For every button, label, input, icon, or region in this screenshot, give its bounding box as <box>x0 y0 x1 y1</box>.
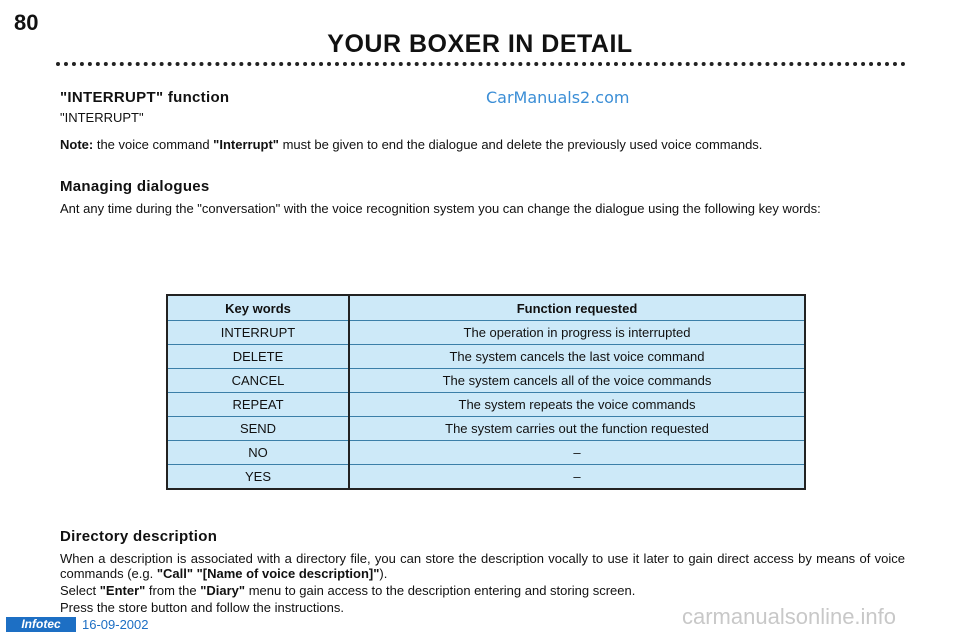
interrupt-command: "INTERRUPT" <box>60 110 144 125</box>
keyword-cell: YES <box>167 465 349 490</box>
managing-heading: Managing dialogues <box>60 178 210 195</box>
directory-heading: Directory description <box>60 528 218 545</box>
function-cell: – <box>349 465 805 490</box>
keyword-cell: REPEAT <box>167 393 349 417</box>
table-header-row <box>167 295 805 321</box>
table-row <box>167 441 805 465</box>
table-row <box>167 465 805 490</box>
note-command: "Interrupt" <box>213 137 279 152</box>
keywords-table <box>166 294 806 490</box>
directory-body-3: Press the store button and follow the instructions. <box>60 600 344 615</box>
keyword-cell: CANCEL <box>167 369 349 393</box>
dotted-divider <box>56 62 906 66</box>
watermark-top: CarManuals2.com <box>486 88 630 107</box>
keyword-cell: NO <box>167 441 349 465</box>
function-cell: – <box>349 441 805 465</box>
page-number: 80 <box>14 10 39 35</box>
table-row <box>167 417 805 441</box>
directory-section <box>60 528 905 615</box>
interrupt-heading: "INTERRUPT" function <box>60 89 230 106</box>
header-key-words: Key words <box>167 295 349 321</box>
directory-text-pre: When a description is associated with a directory file, you can store the description vocally to use it later to gain direct access by means of voice commands (e.g. <box>60 551 905 581</box>
note-text-post: must be given to end the dialogue and delete the previously used voice commands. <box>278 137 763 152</box>
diary-menu: "Diary" <box>200 583 246 598</box>
table-row <box>167 321 805 345</box>
function-cell: The system repeats the voice commands <box>349 393 805 417</box>
keyword-cell: INTERRUPT <box>167 321 349 345</box>
from-text: from the <box>145 583 201 598</box>
footer-date: 16-09-2002 <box>82 617 149 632</box>
note-text-pre: the voice command <box>93 137 214 152</box>
page-title: YOUR BOXER IN DETAIL <box>327 30 633 58</box>
keyword-cell: DELETE <box>167 345 349 369</box>
interrupt-note <box>60 137 905 152</box>
enter-option: "Enter" <box>99 583 146 598</box>
managing-body: Ant any time during the "conversation" with the voice recognition system you can change the dialogue using the following key words: <box>60 201 821 216</box>
menu-text: menu to gain access to the description entering and storing screen. <box>245 583 636 598</box>
table-row <box>167 369 805 393</box>
directory-body-2 <box>60 583 905 598</box>
function-cell: The system carries out the function requested <box>349 417 805 441</box>
watermark-bottom: carmanualsonline.info <box>682 604 897 629</box>
header-function-requested: Function requested <box>516 300 638 316</box>
keyword-cell: SEND <box>167 417 349 441</box>
select-text: Select <box>60 583 100 598</box>
managing-section <box>60 178 905 216</box>
table-row <box>167 393 805 417</box>
function-cell: The operation in progress is interrupted <box>349 321 805 345</box>
interrupt-section <box>60 89 905 152</box>
infotec-logo: Infotec <box>6 617 76 632</box>
function-cell: The system cancels the last voice command <box>349 345 805 369</box>
table-row <box>167 345 805 369</box>
directory-text-post: ). <box>379 566 388 581</box>
directory-example: "Call" "[Name of voice description]" <box>156 566 380 581</box>
function-cell: The system cancels all of the voice commands <box>349 369 805 393</box>
directory-body-1 <box>60 551 905 581</box>
note-label: Note: <box>60 137 94 152</box>
